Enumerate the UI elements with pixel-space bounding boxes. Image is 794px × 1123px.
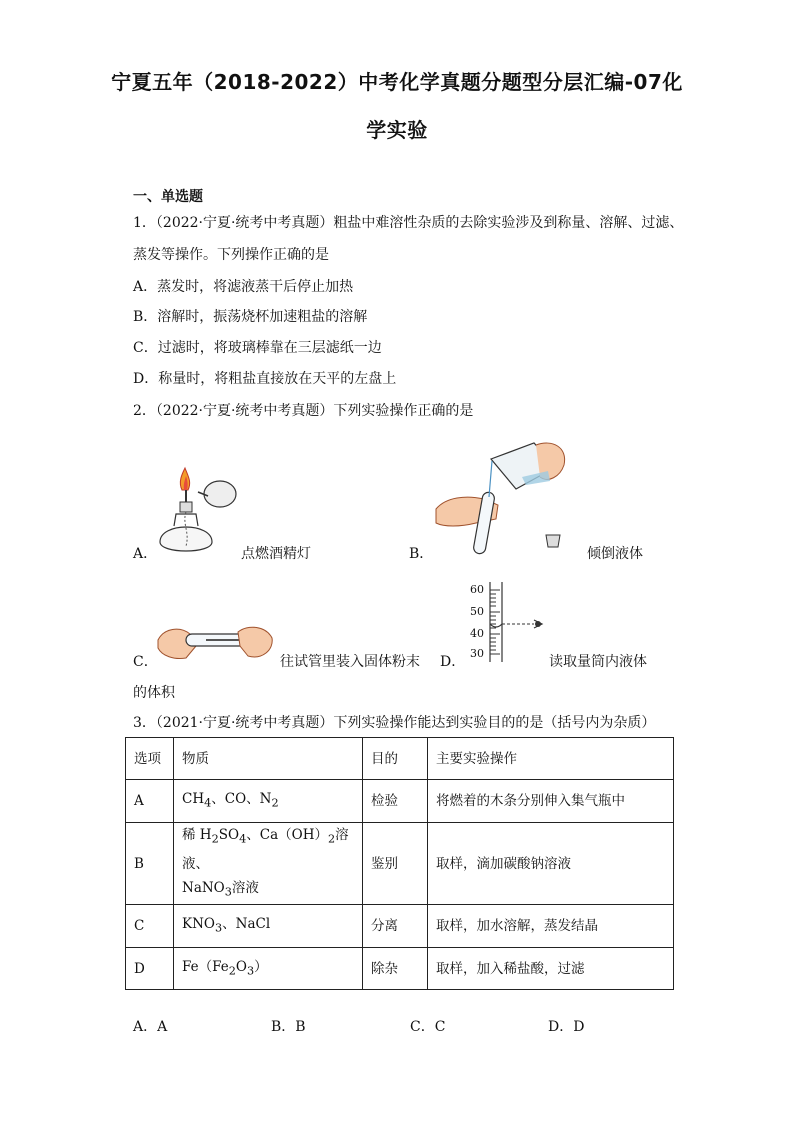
row-d-purpose: 除杂 bbox=[363, 948, 428, 990]
row-a-option: A bbox=[126, 780, 174, 823]
row-d-substance: $Fe(Fe_2O_3)$ bbox=[174, 948, 363, 990]
alcohol-lamp-figure bbox=[150, 462, 250, 562]
row-b-operation: 取样，滴加碳酸钠溶液 bbox=[428, 823, 674, 905]
pour-liquid-figure bbox=[436, 437, 576, 557]
cylinder-tick-30: 30 bbox=[470, 647, 484, 660]
q2-option-c-caption: 往试管里装入固体粉末 bbox=[280, 654, 420, 670]
table-row bbox=[126, 948, 674, 990]
row-c-operation: 取样，加水溶解，蒸发结晶 bbox=[428, 905, 674, 948]
header-option: 选项 bbox=[126, 738, 174, 780]
q2-option-d-caption-cont: 的体积 bbox=[133, 685, 175, 701]
q3-options-table bbox=[125, 737, 674, 990]
q3-answer-d: D．D bbox=[548, 1019, 585, 1035]
header-substance: 物质 bbox=[174, 738, 363, 780]
table-row bbox=[126, 823, 674, 905]
row-b-purpose: 鉴别 bbox=[363, 823, 428, 905]
row-c-substance: $KNO_3$、NaCl bbox=[174, 905, 363, 948]
cylinder-tick-50: 50 bbox=[470, 605, 484, 618]
q2-option-a-caption: 点燃酒精灯 bbox=[241, 546, 311, 562]
q2-option-d-caption: 读取量筒内液体 bbox=[549, 654, 647, 670]
row-b-option: B bbox=[126, 823, 174, 905]
q2-stem: 2．（2022·宁夏·统考中考真题）下列实验操作正确的是 bbox=[133, 403, 474, 419]
table-row bbox=[126, 905, 674, 948]
row-a-operation: 将燃着的木条分别伸入集气瓶中 bbox=[428, 780, 674, 823]
cylinder-tick-60: 60 bbox=[470, 583, 484, 596]
page-title-line2: 学实验 bbox=[366, 118, 428, 142]
q1-option-a: A．蒸发时，将滤液蒸干后停止加热 bbox=[133, 279, 354, 295]
row-d-option: D bbox=[126, 948, 174, 990]
row-a-substance: $CH_4$、CO、$N_2$ bbox=[174, 780, 363, 823]
q2-option-c-label: C． bbox=[133, 654, 158, 670]
q1-stem-line2: 蒸发等操作。下列操作正确的是 bbox=[133, 247, 329, 263]
q3-answer-a: A．A bbox=[133, 1019, 168, 1035]
q2-option-d-label: D． bbox=[440, 654, 466, 670]
page-title-line1: 宁夏五年（2018-2022）中考化学真题分题型分层汇编-07化 bbox=[111, 70, 683, 94]
load-powder-figure bbox=[156, 618, 274, 668]
header-operation: 主要实验操作 bbox=[428, 738, 674, 780]
q3-answer-c: C．C bbox=[410, 1019, 446, 1035]
table-header-row bbox=[126, 738, 674, 780]
q1-option-c: C．过滤时，将玻璃棒靠在三层滤纸一边 bbox=[133, 340, 382, 356]
q3-stem: 3．（2021·宁夏·统考中考真题）下列实验操作能达到实验目的的是（括号内为杂质） bbox=[133, 715, 656, 731]
row-a-purpose: 检验 bbox=[363, 780, 428, 823]
row-c-option: C bbox=[126, 905, 174, 948]
q1-option-d: D．称量时，将粗盐直接放在天平的左盘上 bbox=[133, 371, 397, 387]
q2-option-b-caption: 倾倒液体 bbox=[587, 546, 643, 562]
row-d-operation: 取样，加入稀盐酸，过滤 bbox=[428, 948, 674, 990]
q3-answer-b: B．B bbox=[271, 1019, 306, 1035]
row-c-purpose: 分离 bbox=[363, 905, 428, 948]
q1-option-b: B．溶解时，振荡烧杯加速粗盐的溶解 bbox=[133, 309, 368, 325]
table-row bbox=[126, 780, 674, 823]
cylinder-tick-40: 40 bbox=[470, 627, 484, 640]
section-heading: 一、单选题 bbox=[133, 189, 203, 205]
q2-option-a-label: A． bbox=[133, 546, 158, 562]
q2-option-b-label: B． bbox=[409, 546, 434, 562]
q1-stem-line1: 1．（2022·宁夏·统考中考真题）粗盐中难溶性杂质的去除实验涉及到称量、溶解、过滤、 bbox=[133, 215, 684, 231]
header-purpose: 目的 bbox=[363, 738, 428, 780]
row-b-substance: 稀 $H_2SO_4$、$Ca(OH)_2$溶液、 NaNO$_3$溶液 bbox=[174, 823, 363, 905]
